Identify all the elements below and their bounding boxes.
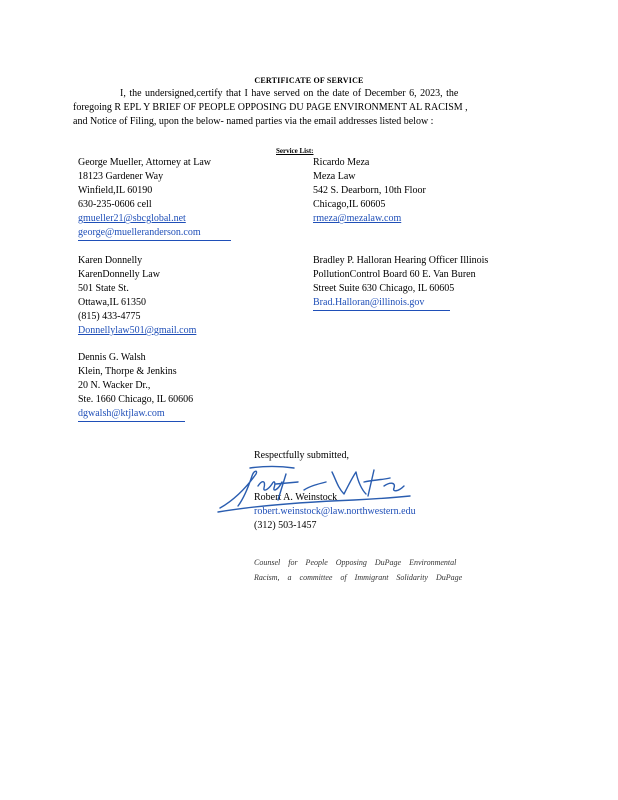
email-link[interactable]: rmeza@mezalaw.com <box>313 213 402 224</box>
party-line: Dennis G. Walsh <box>78 352 146 363</box>
party-donnelly <box>78 254 196 338</box>
party-halloran <box>313 254 488 311</box>
party-line: George Mueller, Attorney at Law <box>78 157 211 168</box>
intro-line-1: I, the undersigned,certify that I have served on the date of December 6, 2023, the <box>120 88 459 99</box>
party-line: Street Suite 630 Chicago, IL 60605 <box>313 283 455 294</box>
party-line: Bradley P. Halloran Hearing Officer Illinois <box>313 255 489 266</box>
email-link[interactable]: Donnellylaw501@gmail.com <box>78 325 197 336</box>
party-line: 18123 Gardener Way <box>78 171 164 182</box>
party-line: 542 S. Dearborn, 10th Floor <box>313 185 426 196</box>
party-line: PollutionControl Board 60 E. Van Buren <box>313 269 476 280</box>
party-line: 20 N. Wacker Dr., <box>78 380 151 391</box>
party-mueller <box>78 156 231 241</box>
closing-text: Respectfully submitted, <box>254 450 349 461</box>
party-line: Chicago,IL 60605 <box>313 199 386 210</box>
party-line: Meza Law <box>313 171 356 182</box>
party-meza <box>313 156 426 226</box>
party-walsh <box>78 351 193 422</box>
party-line: Klein, Thorpe & Jenkins <box>78 366 177 377</box>
party-line: Ottawa,IL 61350 <box>78 297 146 308</box>
party-line: 630-235-0606 cell <box>78 199 152 210</box>
intro-line-2: foregoing R EPL Y BRIEF OF PEOPLE OPPOSING DU PAGE ENVIRONMENT AL RACISM , <box>73 102 468 113</box>
email-link[interactable]: Brad.Halloran@illinois.gov <box>313 296 450 311</box>
party-line: Karen Donnelly <box>78 255 143 266</box>
party-line: KarenDonnelly Law <box>78 269 160 280</box>
email-link[interactable]: gmueller21@sbcglobal.net <box>78 213 186 224</box>
counsel-note <box>254 555 462 585</box>
signer-phone: (312) 503-1457 <box>254 520 317 531</box>
email-link[interactable]: dgwalsh@ktjlaw.com <box>78 407 185 422</box>
signer-email-link[interactable]: robert.weinstock@law.northwestern.edu <box>254 506 416 517</box>
email-link[interactable]: george@muelleranderson.com <box>78 226 231 241</box>
service-list-heading: Service List: <box>276 147 314 155</box>
party-line: (815) 433-4775 <box>78 311 141 322</box>
handwritten-signature-image <box>214 460 414 518</box>
signer-name: Robert A. Weinstock <box>254 492 338 503</box>
party-line: Ricardo Meza <box>313 157 370 168</box>
counsel-line: Racism, a committee of Immigrant Solidarity DuPage <box>254 573 463 582</box>
party-line: Ste. 1660 Chicago, IL 60606 <box>78 394 194 405</box>
party-line: 501 State St. <box>78 283 129 294</box>
party-line: Winfield,IL 60190 <box>78 185 153 196</box>
document-title: CERTIFICATE OF SERVICE <box>254 76 364 85</box>
intro-line-3: and Notice of Filing, upon the below- named parties via the email addresses listed below : <box>73 116 434 127</box>
counsel-line: Counsel for People Opposing DuPage Environmental <box>254 558 457 567</box>
